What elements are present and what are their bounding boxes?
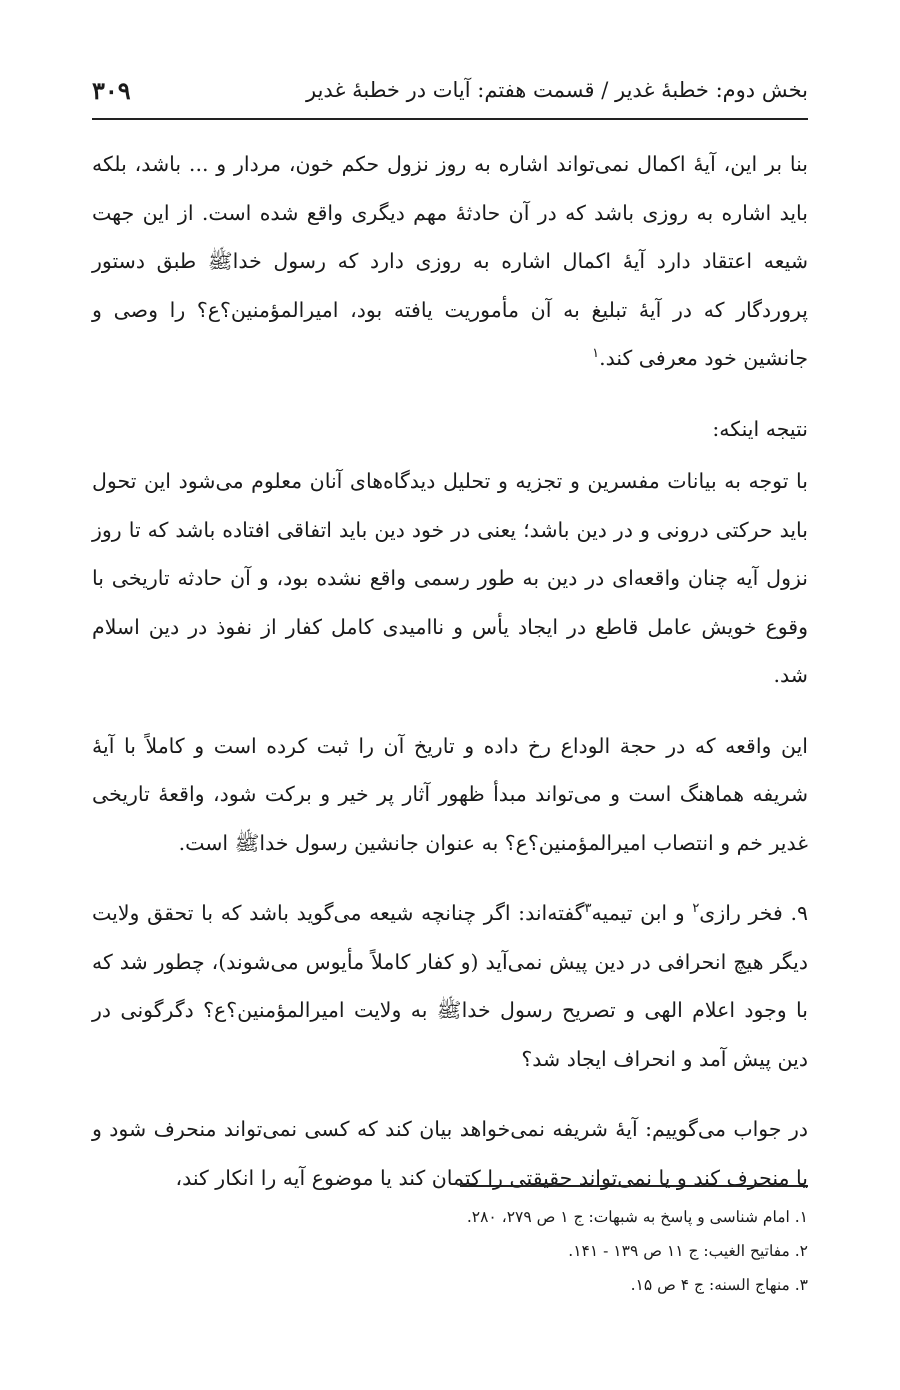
paragraph-6: در جواب می‌گوییم: آیهٔ شریفه نمی‌خواهد بیان کند که کسی نمی‌تواند منحرف شود و یا منحرف کند و یا نمی‌تواند حقیقتی را کتمان کند یا موضوع آیه را انکار کند، bbox=[92, 1117, 808, 1190]
footnote-ref-2[interactable]: ۲ bbox=[692, 901, 700, 917]
page-number: ۳۰۹ bbox=[92, 75, 131, 105]
paragraph-5-part-b: و ابن تیمیه bbox=[591, 901, 693, 925]
header-divider bbox=[92, 118, 808, 120]
paragraph-1-text: بنا بر این، آیهٔ اکمال نمی‌تواند اشاره به روز نزول حکم خون، مردار و ... باشد، بلکه باید اشاره به روزی باشد که در آن حادثهٔ مهم دیگری واقع شده است. از این جهت شیعه اعتقاد دارد آیهٔ اکمال اشاره به روزی دارد که رسول خداﷺ طبق دستور پروردگار که در آیهٔ تبلیغ به آن مأموریت یافته بود، امیرالمؤمنین؟ع؟ را وصی و جانشین خود معرفی کند. bbox=[92, 152, 808, 370]
paragraph-4: این واقعه که در حجة الوداع رخ داده و تاریخ آن را ثبت کرده است و کاملاً با آیهٔ شریفه هماهنگ است و می‌تواند مبدأ ظهور آثار پر خیر و برکت شود، واقعهٔ تاریخی غدیر خم و انتصاب امیرالمؤمنین؟ع؟ به عنوان جانشین رسول خداﷺ است. bbox=[92, 733, 808, 855]
paragraph-3: با توجه به بیانات مفسرین و تجزیه و تحلیل دیدگاه‌های آنان معلوم می‌شود این تحول باید حرکتی درونی و در دین باشد؛ یعنی در خود دین باید اتفاقی افتاده باشد که تا روز نزول آیه چنان واقعه‌ای در دین به طور رسمی واقع نشده بود، و آن حادثه تاریخی با وقوع خویش عامل قاطع در ایجاد یأس و ناامیدی کامل کفار از نفوذ در دین اسلام شد. bbox=[92, 469, 808, 687]
paragraph-5-part-c: گفته‌اند: اگر چنانچه شیعه می‌گوید باشد که با تحقق ولایت دیگر هیچ انحرافی در دین پیش نمی‌آید (و کفار کاملاً مأیوس می‌شوند)، چطور شد که با وجود اعلام الهی و تصریح رسول خداﷺ به ولایت امیرالمؤمنین؟ع؟ دگرگونی در دین پیش آمد و انحراف ایجاد شد؟ bbox=[92, 901, 808, 1071]
main-text bbox=[92, 140, 808, 1202]
footnote-divider bbox=[460, 1185, 808, 1187]
footnote-ref-3[interactable]: ۳ bbox=[584, 901, 592, 917]
footnotes bbox=[92, 1200, 808, 1302]
footnote-2: ۲. مفاتیح الغیب: ج ۱۱ ص ۱۳۹ - ۱۴۱. bbox=[568, 1242, 808, 1260]
paragraph-5 bbox=[92, 889, 808, 1083]
page-header bbox=[92, 68, 808, 112]
footnote-1: ۱. امام شناسی و پاسخ به شبهات: ج ۱ ص ۲۷۹، ۲۸۰. bbox=[466, 1208, 808, 1226]
running-title: بخش دوم: خطبهٔ غدیر / قسمت هفتم: آیات در خطبهٔ غدیر bbox=[305, 78, 808, 102]
paragraph-1 bbox=[92, 140, 808, 383]
paragraph-2: نتیجه اینکه: bbox=[712, 416, 808, 441]
footnote-ref-1[interactable]: ۱ bbox=[592, 346, 600, 362]
paragraph-5-part-a: ۹. فخر رازی bbox=[699, 901, 809, 925]
footnote-3: ۳. منهاج السنه: ج ۴ ص ۱۵. bbox=[630, 1276, 808, 1294]
